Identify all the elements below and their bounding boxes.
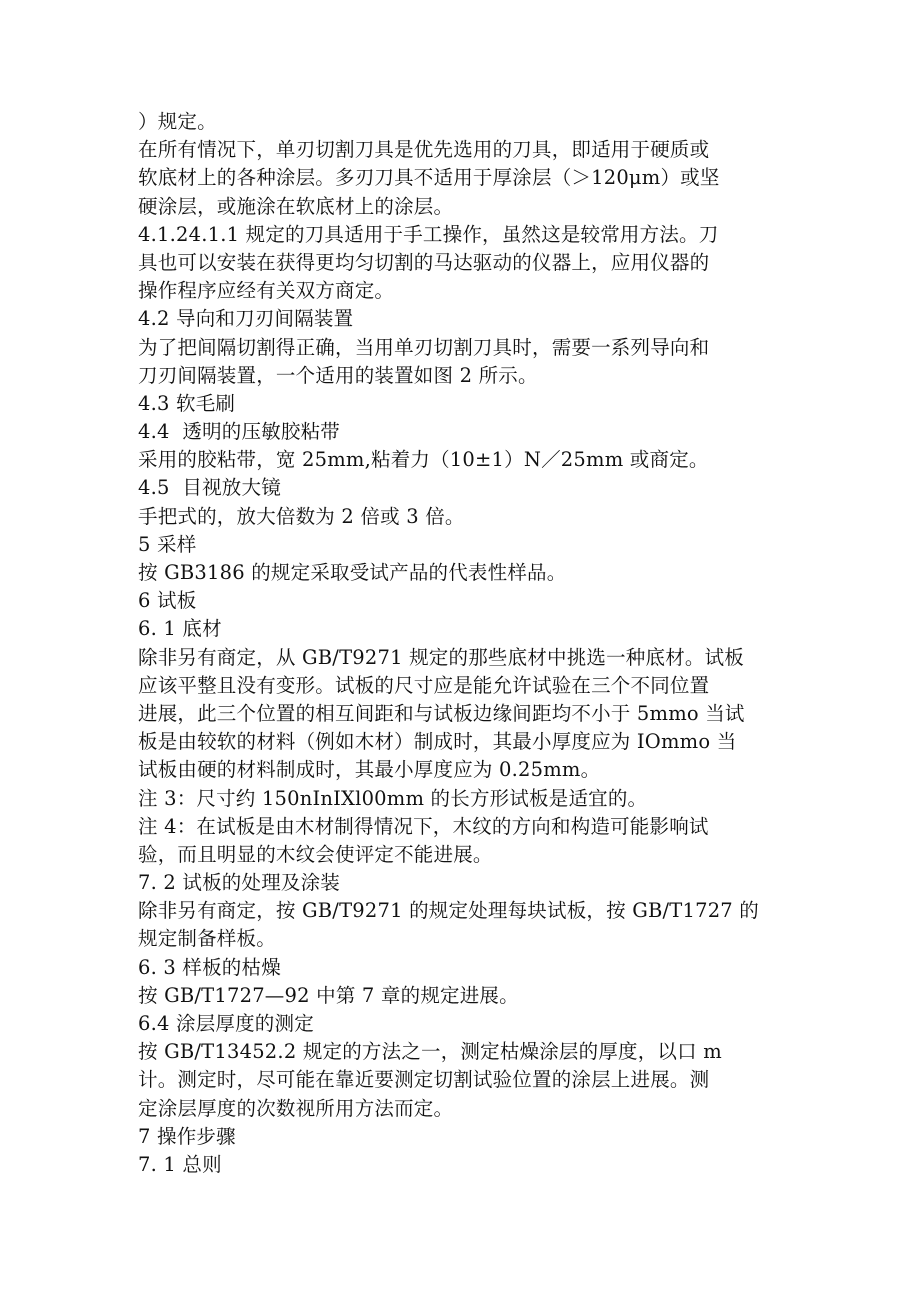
text-line: 刀刃间隔装置，一个适用的装置如图 2 所示。 xyxy=(138,363,538,387)
text-line: 计。测定时，尽可能在靠近要测定切割试验位置的涂层上进展。测 xyxy=(138,1068,710,1092)
text-line: 4.1.24.1.1 规定的刀具适用于手工操作，虽然这是较常用方法。刀 xyxy=(138,222,719,246)
section-heading: 4.3 软毛刷 xyxy=(138,391,236,415)
text-line: 除非另有商定，从 GB/T9271 规定的那些底材中挑选一种底材。试板 xyxy=(138,645,745,669)
section-heading: 7. 2 试板的处理及涂装 xyxy=(138,871,341,895)
text-line: 试板由硬的材料制成时，其最小厚度应为 0.25mm。 xyxy=(138,758,601,782)
text-line: 软底材上的各种涂层。多刃刀具不适用于厚涂层（＞120μm）或坚 xyxy=(138,166,720,190)
section-heading: 6.4 涂层厚度的测定 xyxy=(138,1012,314,1035)
note-line: 注 3：尺寸约 150nInIXl00mm 的长方形试板是适宜的。 xyxy=(138,786,648,810)
text-line: 进展，此三个位置的相互间距和与试板边缘间距均不小于 5mmo 当试 xyxy=(138,701,745,725)
text-line: 规定制备样板。 xyxy=(138,927,276,951)
text-line: 除非另有商定，按 GB/T9271 的规定处理每块试板，按 GB/T1727 的 xyxy=(138,899,760,923)
text-line: ）规定。 xyxy=(138,110,217,133)
section-heading: 7. 1 总则 xyxy=(138,1152,222,1176)
section-heading: 6 试板 xyxy=(138,589,197,613)
text-line: 具也可以安装在获得更均匀切割的马达驱动的仪器上，应用仪器的 xyxy=(138,250,710,274)
section-heading: 6. 1 底材 xyxy=(138,617,222,641)
text-line: 按 GB/T1727—92 中第 7 章的规定进展。 xyxy=(138,983,519,1007)
text-line: 手把式的，放大倍数为 2 倍或 3 倍。 xyxy=(138,504,465,528)
section-heading: 4.4 透明的压敏胶粘带 xyxy=(138,420,341,444)
text-line: 操作程序应经有关双方商定。 xyxy=(138,279,395,303)
text-line: 按 GB/T13452.2 规定的方法之一，测定枯燥涂层的厚度，以口 m xyxy=(138,1040,722,1064)
section-heading: 4.2 导向和刀刃间隔装置 xyxy=(138,307,354,331)
text-line: 板是由较软的材料（例如木材）制成时，其最小厚度应为 IOmmo 当 xyxy=(138,730,737,754)
section-heading: 7 操作步骤 xyxy=(138,1124,236,1148)
text-line: 采用的胶粘带，宽 25mm,粘着力（10±1）N／25mm 或商定。 xyxy=(138,448,709,472)
section-heading: 4.5 目视放大镜 xyxy=(138,476,281,500)
section-heading: 5 采样 xyxy=(138,532,197,556)
text-line: 硬涂层，或施涂在软底材上的涂层。 xyxy=(138,194,454,218)
text-line: 为了把间隔切割得正确，当用单刃切割刀具时，需要一系列导向和 xyxy=(138,335,710,359)
section-heading: 6. 3 样板的枯燥 xyxy=(138,955,281,979)
note-line: 验，而且明显的木纹会使评定不能进展。 xyxy=(138,842,493,866)
text-line: 定涂层厚度的次数视所用方法而定。 xyxy=(138,1096,454,1120)
text-line: 在所有情况下，单刃切割刀具是优先选用的刀具，即适用于硬质或 xyxy=(138,138,710,162)
note-line: 注 4：在试板是由木材制得情况下，木纹的方向和构造可能影响试 xyxy=(138,814,709,838)
text-line: 按 GB3186 的规定采取受试产品的代表性样品。 xyxy=(138,561,567,584)
document-body xyxy=(138,108,778,1179)
text-line: 应该平整且没有变形。试板的尺寸应是能允许试验在三个不同位置 xyxy=(138,673,710,697)
